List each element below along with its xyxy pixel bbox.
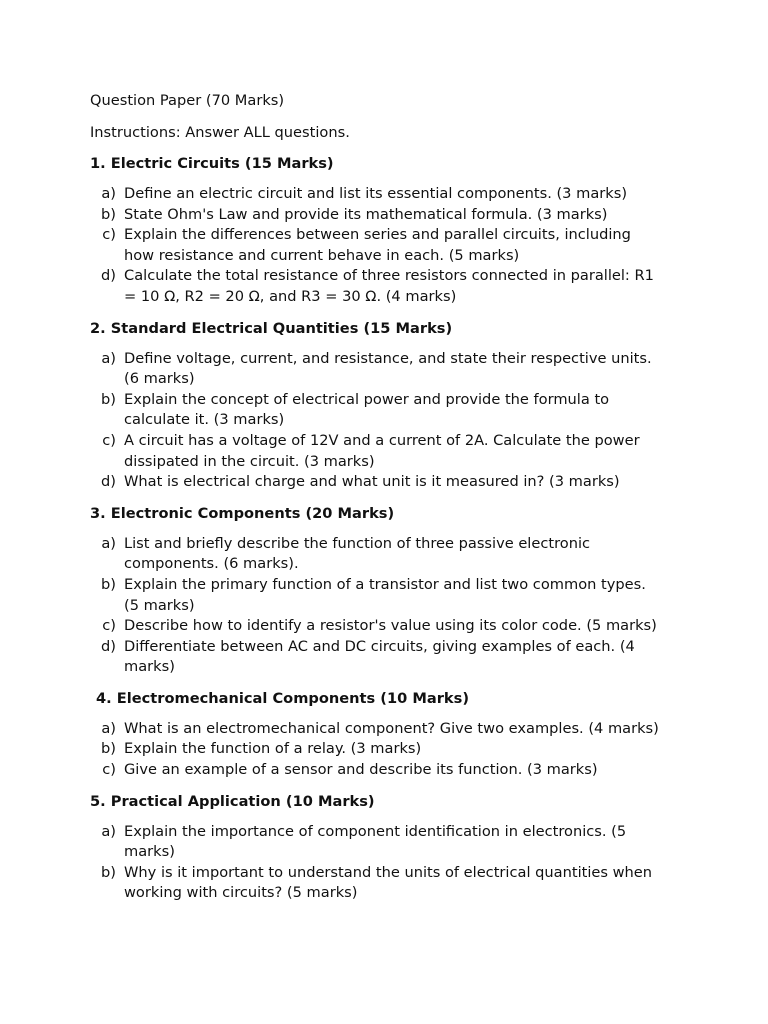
question-text-line: working with circuits? (5 marks)	[124, 884, 358, 902]
question-text-line: Explain the differences between series and parallel circuits, including	[124, 226, 631, 244]
question-letter-label: c)	[102, 226, 116, 244]
question-letter-label: d)	[101, 473, 116, 491]
question-item	[90, 863, 690, 904]
question-text-line: Define an electric circuit and list its essential components. (3 marks)	[124, 185, 628, 202]
question-letter-label: b)	[101, 205, 116, 223]
question-letter	[90, 739, 124, 760]
question-list	[90, 349, 690, 493]
section-heading: 1. Electric Circuits (15 Marks)	[90, 155, 334, 172]
question-list	[90, 719, 690, 781]
question-item	[90, 719, 690, 740]
question-text-line: calculate it. (3 marks)	[124, 411, 285, 429]
question-letter-label: a)	[101, 719, 116, 737]
question-text-line: Give an example of a sensor and describe its function. (3 marks)	[124, 761, 598, 779]
question-text-line: how resistance and current behave in each. (5 marks)	[124, 246, 520, 264]
question-text-line: Describe how to identify a resistor's value using its color code. (5 marks)	[124, 617, 657, 635]
question-list	[90, 822, 690, 904]
question-text	[124, 205, 690, 226]
sections-container	[90, 153, 690, 904]
question-letter	[90, 349, 124, 390]
question-item	[90, 225, 690, 266]
question-item	[90, 739, 690, 760]
question-text-line: Why is it important to understand the units of electrical quantities when	[124, 863, 653, 881]
question-text	[124, 431, 690, 472]
question-list	[90, 184, 690, 308]
question-item	[90, 760, 690, 781]
question-text-line: A circuit has a voltage of 12V and a current of 2A. Calculate the power	[124, 431, 640, 449]
question-letter-label: a)	[101, 822, 116, 840]
question-text	[124, 719, 690, 740]
question-letter-label: b)	[101, 575, 116, 593]
question-text	[124, 184, 690, 205]
question-letter-label: a)	[101, 185, 116, 202]
question-text-line: marks)	[124, 843, 175, 861]
question-letter	[90, 637, 124, 678]
question-item	[90, 534, 690, 575]
question-text-line: marks)	[124, 658, 175, 676]
question-text	[124, 534, 690, 575]
question-list	[90, 534, 690, 678]
question-text-line: State Ohm's Law and provide its mathematical formula. (3 marks)	[124, 205, 608, 223]
question-letter	[90, 390, 124, 431]
question-text	[124, 863, 690, 904]
question-item	[90, 637, 690, 678]
question-text	[124, 575, 690, 616]
question-item	[90, 575, 690, 616]
question-letter	[90, 534, 124, 575]
question-letter-label: a)	[101, 534, 116, 552]
question-letter	[90, 205, 124, 226]
question-letter-label: b)	[101, 863, 116, 881]
question-text-line: What is an electromechanical component? Give two examples. (4 marks)	[124, 719, 659, 737]
section-heading: 2. Standard Electrical Quantities (15 Marks)	[90, 319, 453, 337]
question-text-line: Explain the function of a relay. (3 marks)	[124, 740, 422, 758]
question-text	[124, 760, 690, 781]
question-text	[124, 739, 690, 760]
question-text-line: dissipated in the circuit. (3 marks)	[124, 452, 375, 470]
question-letter	[90, 184, 124, 205]
question-text-line: = 10 Ω, R2 = 20 Ω, and R3 = 30 Ω. (4 marks)	[124, 287, 457, 305]
question-text-line: Define voltage, current, and resistance, and state their respective units.	[124, 349, 652, 367]
question-item	[90, 616, 690, 637]
question-text	[124, 637, 690, 678]
question-text-line: components. (6 marks).	[124, 555, 299, 573]
question-text-line: (6 marks)	[124, 370, 195, 388]
question-text-line: Explain the importance of component identification in electronics. (5	[124, 822, 627, 840]
question-item	[90, 822, 690, 863]
question-letter	[90, 719, 124, 740]
question-letter-label: d)	[101, 267, 116, 285]
question-letter-label: b)	[101, 740, 116, 758]
section-heading: 5. Practical Application (10 Marks)	[90, 792, 375, 810]
question-text	[124, 616, 690, 637]
question-item	[90, 266, 690, 307]
question-text-line: Explain the concept of electrical power and provide the formula to	[124, 390, 610, 408]
question-item	[90, 349, 690, 390]
question-letter	[90, 575, 124, 616]
question-letter	[90, 822, 124, 863]
question-text-line: Differentiate between AC and DC circuits, giving examples of each. (4	[124, 637, 635, 655]
question-text-line: What is electrical charge and what unit is it measured in? (3 marks)	[124, 473, 620, 491]
question-item	[90, 205, 690, 226]
question-letter	[90, 616, 124, 637]
question-letter-label: c)	[102, 761, 116, 779]
question-item	[90, 431, 690, 472]
paper-instructions: Instructions: Answer ALL questions.	[90, 124, 350, 141]
paper-title: Question Paper (70 Marks)	[90, 92, 285, 109]
section-heading: 3. Electronic Components (20 Marks)	[90, 504, 395, 522]
question-letter	[90, 225, 124, 266]
question-text-line: Calculate the total resistance of three resistors connected in parallel: R1	[124, 267, 654, 285]
question-letter	[90, 760, 124, 781]
question-letter-label: c)	[102, 431, 116, 449]
question-letter-label: c)	[102, 617, 116, 635]
question-item	[90, 184, 690, 205]
question-letter	[90, 472, 124, 493]
question-text-line: (5 marks)	[124, 596, 195, 614]
question-paper	[90, 90, 690, 914]
question-letter-label: a)	[101, 349, 116, 367]
question-letter	[90, 863, 124, 904]
question-letter-label: d)	[101, 637, 116, 655]
question-text	[124, 266, 690, 307]
question-item	[90, 472, 690, 493]
question-letter	[90, 266, 124, 307]
question-text	[124, 390, 690, 431]
question-letter	[90, 431, 124, 472]
question-text-line: List and briefly describe the function of three passive electronic	[124, 534, 591, 552]
question-text	[124, 472, 690, 493]
question-text-line: Explain the primary function of a transistor and list two common types.	[124, 575, 646, 593]
question-letter-label: b)	[101, 390, 116, 408]
question-item	[90, 390, 690, 431]
question-text	[124, 822, 690, 863]
section-heading: 4. Electromechanical Components (10 Marks)	[96, 689, 469, 707]
question-text	[124, 225, 690, 266]
question-text	[124, 349, 690, 390]
